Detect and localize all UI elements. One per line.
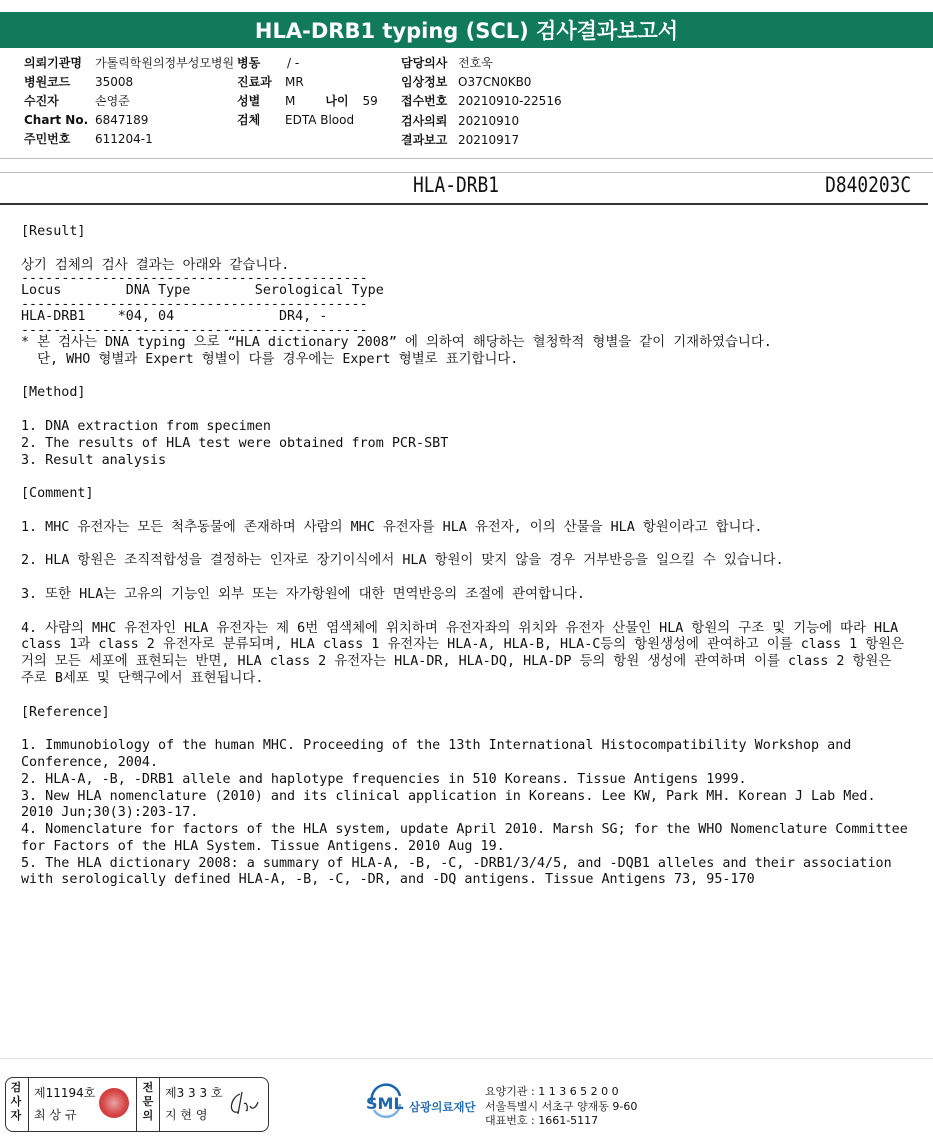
result-note: * 본 검사는 DNA typing 으로 “HLA dictionary 2008” 에 의하여 해당하는 혈청학적 형별을 같이 기재하였습니다.: [21, 334, 772, 350]
resident-no-value: 611204-1: [95, 132, 153, 146]
method-item: 2. The results of HLA test were obtained from PCR-SBT: [21, 435, 449, 451]
chart-no-value: 6847189: [95, 113, 149, 127]
age-label: 나이: [325, 94, 349, 108]
hospital-code-label: 병원코드: [24, 75, 71, 89]
dept-value: MR: [285, 75, 304, 89]
patient-info-col1: [24, 54, 234, 149]
result-table-row: HLA-DRB1 *04, 04 DR4, -: [21, 309, 328, 325]
doctor-label: 담당의사: [401, 56, 448, 70]
info-row: [24, 111, 234, 130]
reference-item: 3. New HLA nomenclature (2010) and its clinical application in Koreans. Lee KW, Park MH. Korean J Lab Med. 2010 Jun;30(3):203-17.: [21, 788, 884, 821]
receipt-no-label: 접수번호: [401, 94, 448, 108]
info-row: [237, 73, 378, 92]
comment-item: 1. MHC 유전자는 모든 척추동물에 존재하며 사람의 MHC 유전자를 HLA 유전자, 이의 산물을 HLA 항원이라고 합니다.: [21, 519, 763, 535]
sex-label: 성별: [237, 94, 261, 108]
ward-value: / -: [287, 56, 300, 70]
signature-box: [5, 1077, 269, 1132]
method-heading: [Method]: [21, 385, 86, 401]
table-rule: -------------------------------------------: [21, 271, 368, 287]
examiner-label: 검사자: [10, 1081, 22, 1122]
institution-code: 요양기관 : 1 1 3 6 5 2 0 0: [485, 1085, 619, 1098]
dept-label: 진료과: [237, 75, 272, 89]
info-row: [24, 92, 234, 111]
seal-stamp-icon: [99, 1088, 129, 1118]
info-row: [401, 54, 562, 73]
specimen-value: EDTA Blood: [285, 113, 355, 127]
info-row: [24, 73, 234, 92]
receipt-no-value: 20210910-22516: [458, 94, 562, 108]
reference-heading: [Reference]: [21, 704, 110, 720]
result-intro: 상기 검체의 검사 결과는 아래와 같습니다.: [21, 257, 290, 273]
table-rule: -------------------------------------------: [21, 322, 368, 338]
info-row: [237, 54, 378, 73]
institution-phone: 대표번호 : 1661-5117: [485, 1114, 599, 1127]
chart-no-label: Chart No.: [24, 113, 89, 127]
info-row: [401, 92, 562, 111]
reference-item: 5. The HLA dictionary 2008: a summary of HLA-A, -B, -C, -DRB1/3/4/5, and -DQB1 alleles and their association with serologically defined HLA-A, -B, -C, -DR, and -DQ antigens. Tissue Antigens 73, 95-170: [21, 855, 900, 888]
clinical-info-value: O37CN0KB0: [458, 75, 532, 89]
info-row: [24, 130, 234, 149]
doctor-value: 전호욱: [458, 56, 493, 70]
report-date-value: 20210917: [458, 133, 520, 147]
ward-label: 병동: [237, 56, 261, 70]
info-row: [24, 54, 234, 73]
method-item: 1. DNA extraction from specimen: [21, 418, 271, 434]
examiner-license: 제11194호: [34, 1086, 96, 1100]
test-name: HLA-DRB1: [413, 173, 499, 197]
comment-item: 2. HLA 항원은 조직적합성을 결정하는 인자로 장기이식에서 HLA 항원이 맞지 않을 경우 거부반응을 일으킬 수 있습니다.: [21, 553, 784, 569]
patient-info-col2: [237, 54, 378, 130]
test-code: D840203C: [825, 173, 911, 197]
request-date-label: 검사의뢰: [401, 114, 448, 128]
info-row: [401, 112, 562, 131]
info-row: [401, 73, 562, 92]
table-rule: -------------------------------------------: [21, 297, 368, 313]
hospital-label: 의뢰기관명: [24, 56, 82, 70]
report-date-label: 결과보고: [401, 133, 448, 147]
signature-icon: [226, 1088, 260, 1118]
patient-label: 수진자: [24, 94, 59, 108]
patient-value: 손영준: [95, 94, 130, 108]
info-row: [401, 131, 562, 150]
report-title: HLA-DRB1 typing (SCL) 검사결과보고서: [254, 19, 679, 43]
request-date-value: 20210910: [458, 114, 520, 128]
verifier-name: 지 현 영: [165, 1108, 208, 1122]
logo-text: SML: [366, 1094, 404, 1113]
divider: [0, 158, 933, 159]
comment-heading: [Comment]: [21, 486, 94, 502]
sex-value: M: [285, 94, 296, 108]
report-body: [21, 224, 916, 889]
reference-item: 4. Nomenclature for factors of the HLA system, update April 2010. Marsh SG; for the WHO Nomenclature Committee for Factors of the HLA System. Tissue Antigens. 2010 Aug 19.: [21, 822, 916, 854]
reference-item: 1. Immunobiology of the human MHC. Proceeding of the 13th International Histocompatibility Workshop and Conference, 2004.: [21, 738, 860, 770]
result-note: 단, WHO 형별과 Expert 형별이 다를 경우에는 Expert 형별로 표기합니다.: [21, 351, 519, 367]
specimen-label: 검체: [237, 113, 261, 127]
org-name: 삼광의료재단: [409, 1100, 476, 1114]
reference-item: 2. HLA-A, -B, -DRB1 allele and haplotype frequencies in 510 Koreans. Tissue Antigens 1999.: [21, 771, 747, 787]
verifier-license: 제3 3 3 호: [165, 1086, 223, 1100]
divider: [0, 203, 928, 205]
resident-no-label: 주민번호: [24, 132, 71, 146]
institution-info: [485, 1085, 637, 1129]
institution-address: 서울특별시 서초구 양재동 9-60: [485, 1099, 638, 1113]
info-row: [237, 111, 378, 130]
hospital-code-value: 35008: [95, 75, 134, 89]
footer-divider: [0, 1058, 933, 1059]
report-title-bar: [0, 12, 933, 48]
divider: [136, 1078, 137, 1131]
divider: [28, 1078, 29, 1131]
comment-item: 4. 사람의 MHC 유전자인 HLA 유전자는 제 6번 염색체에 위치하며 유전자좌의 위치와 유전자 산물인 HLA 항원의 구조 및 기능에 따라 HLA class 1과 class 2 유전자로 분류되며, HLA class 1 유전자는 HLA-A, HLA-B, HLA-C등의 항원생성에 관여하고 이를 class 1 항원은 거의 모든 세포에 표현되는 반면, HLA class 2 유전자는 HLA-DR, HLA-DQ, HLA-DP 등의 항원 생성에 관여하며 이를 class 2 항원은 주로 B세포 및 단핵구에서 표현됩니다.: [21, 620, 913, 686]
patient-info-col3: [401, 54, 562, 150]
examiner-name: 최 상 규: [34, 1108, 77, 1122]
age-value: 59: [362, 94, 378, 108]
divider: [159, 1078, 160, 1131]
verifier-label: 전문의: [142, 1081, 154, 1122]
clinical-info-label: 임상정보: [401, 75, 448, 89]
comment-item: 3. 또한 HLA는 고유의 기능인 외부 또는 자가항원에 대한 면역반응의 조절에 관여합니다.: [21, 586, 585, 602]
info-row: [237, 92, 378, 111]
method-item: 3. Result analysis: [21, 452, 167, 468]
hospital-value: 가톨릭학원의정부성모병원: [95, 56, 235, 70]
result-heading: [Result]: [21, 224, 86, 239]
result-table-header: Locus DNA Type Serological Type: [21, 283, 384, 299]
